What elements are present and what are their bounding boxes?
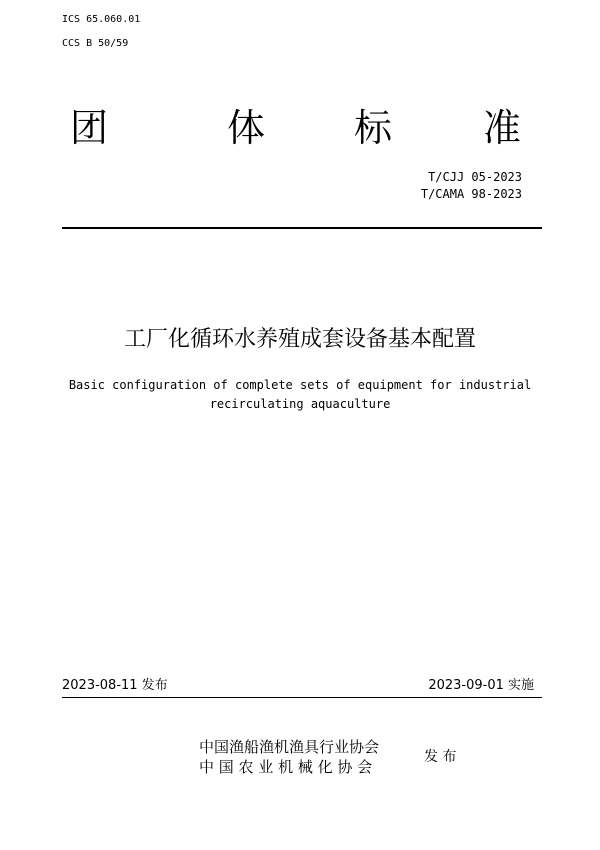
divider [62, 697, 542, 698]
category-char: 团 [70, 106, 109, 150]
title-cn: 工厂化循环水养殖成套设备基本配置 [123, 327, 476, 352]
divider [62, 227, 542, 229]
publisher: 中 国 农 业 机 械 化 协 会 [199, 758, 373, 776]
ics-code: ICS 65.060.01 [62, 14, 141, 25]
title-en-line: recirculating aquaculture [209, 397, 391, 411]
ccs-code: CCS B 50/59 [62, 38, 129, 49]
implement-date: 2023-09-01 实施 [428, 678, 534, 693]
title-en-line: Basic configuration of complete sets of equipment for industrial [68, 378, 532, 392]
publisher: 中国渔船渔机渔具行业协会 [199, 738, 380, 756]
publish-label: 发 布 [424, 749, 457, 765]
category-char: 体 [227, 106, 266, 150]
standard-number: T/CAMA 98-2023 [420, 187, 522, 201]
category-char: 标 [354, 106, 393, 150]
issue-date: 2023-08-11 发布 [62, 678, 168, 693]
category-char: 准 [483, 106, 522, 150]
standard-number: T/CJJ 05-2023 [428, 170, 522, 184]
